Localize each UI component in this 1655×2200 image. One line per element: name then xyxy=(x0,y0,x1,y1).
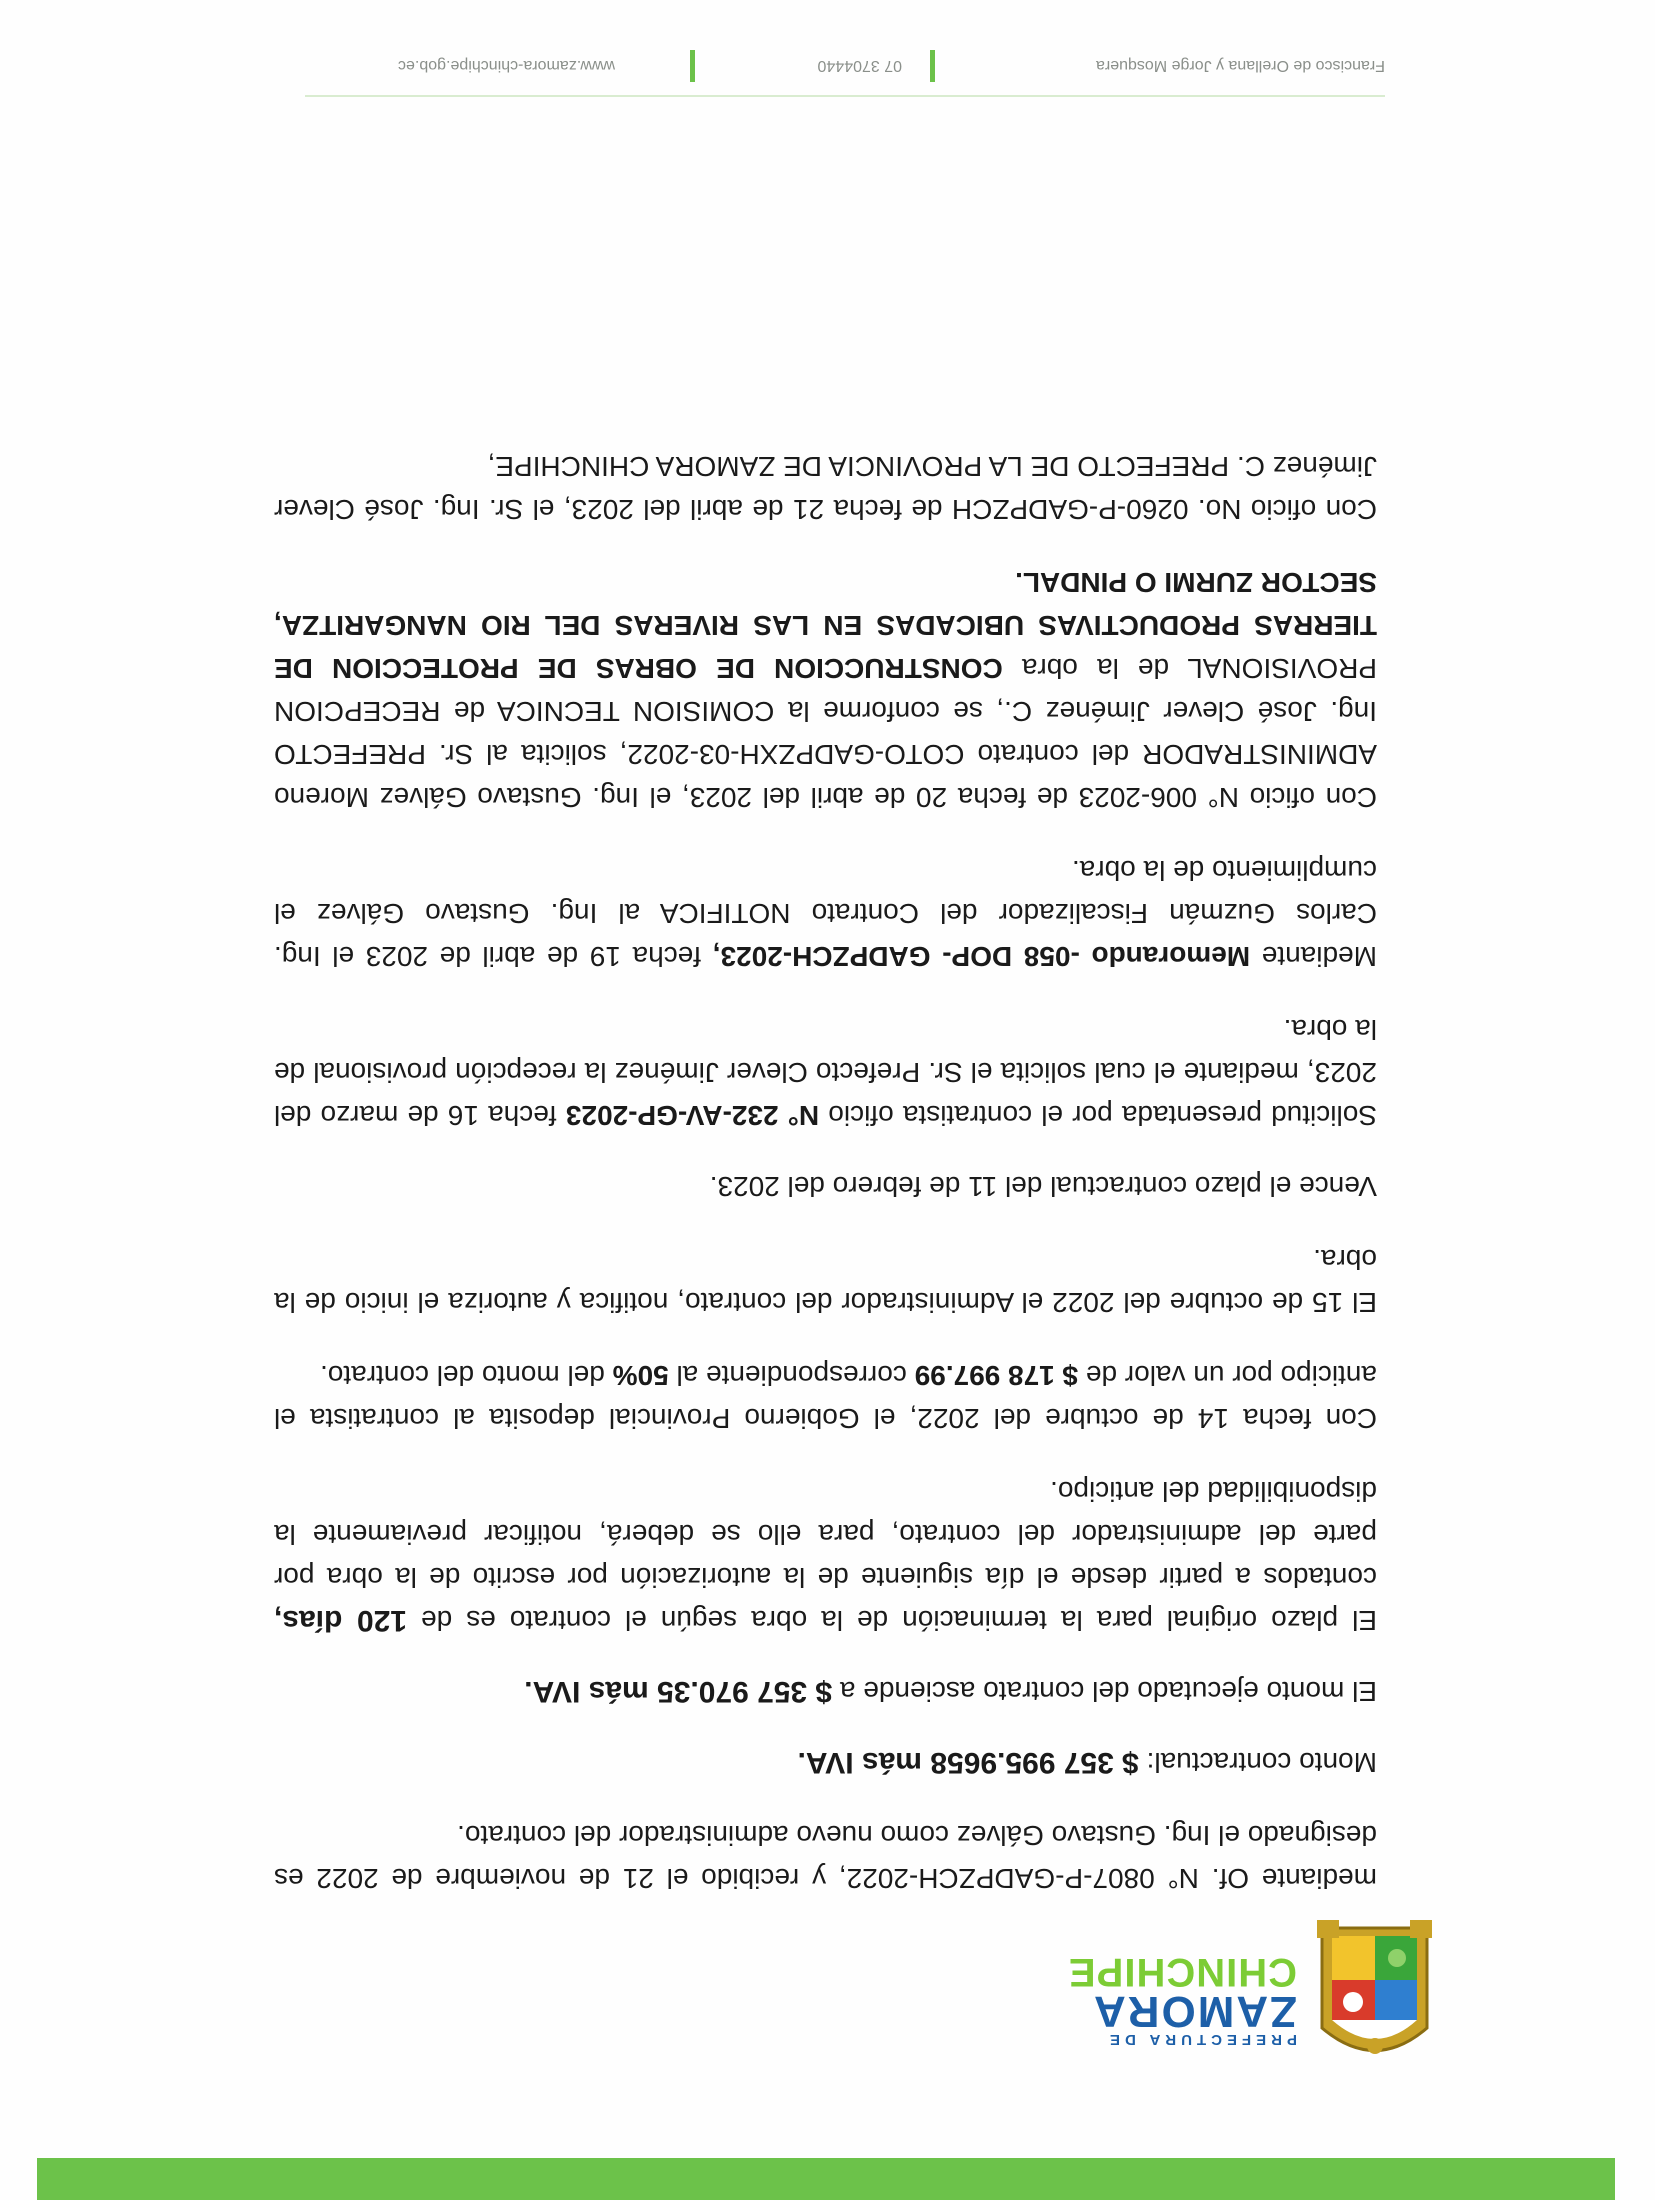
bold-text: $ 357 970.35 más IVA. xyxy=(524,1675,833,1708)
paragraph xyxy=(274,1814,1377,1900)
text-span: Vence el plazo contractual del 11 de febrero del 2023. xyxy=(709,1171,1377,1202)
text-span: correspondiente al xyxy=(668,1360,915,1391)
text-span: mediante Of. N° 0807-P-GADPZCH-2022, y recibido el 21 de noviembre de 2022 es designado el Ing. Gustavo Gálvez como nuevo administrador del contrato. xyxy=(274,1820,1377,1894)
bold-text: 120 días, xyxy=(274,1604,408,1637)
coat-of-arms-icon xyxy=(1312,1918,1437,2068)
paragraph xyxy=(274,849,1377,978)
text-span: El plazo original para la terminación de la obra según el contrato es de xyxy=(407,1605,1377,1636)
document-body xyxy=(274,415,1377,1900)
text-span: El 15 de octubre del 2022 el Administrador del contrato, notifica y autoriza el inicio de la obra. xyxy=(274,1244,1377,1318)
text-span: Solicitud presentada por el contratista oficio xyxy=(819,1100,1377,1131)
bold-text: CONSTRUCCION DE OBRAS DE PROTECCION DE TIERRAS PRODUCTIVAS UBICADAS EN LAS RIVERAS DEL RIO NANGARITZA, SECTOR ZURMI O PINDAL. xyxy=(273,567,1377,684)
header-green-bar xyxy=(37,2158,1615,2200)
text-span: del monto del contrato. xyxy=(320,1360,613,1391)
logo-name-zamora: ZAMORA xyxy=(1091,1987,1297,2036)
logo-wordmark xyxy=(1017,1950,1297,2048)
paragraph xyxy=(274,445,1377,531)
text-span: Con oficio No. 0260-P-GADPZCH de fecha 21 de abril del 2023, el Sr. Ing. José Clever Jiménez C. PREFECTO DE LA PROVINCIA DE ZAMORA CHINCHIPE, xyxy=(274,451,1377,525)
text-span: Mediante xyxy=(1250,941,1377,972)
paragraph xyxy=(274,1470,1377,1642)
prefectura-logo xyxy=(1017,1918,1437,2068)
paragraph xyxy=(274,1670,1377,1713)
footer-divider xyxy=(305,95,1385,97)
paragraph xyxy=(274,1238,1377,1324)
footer-separator xyxy=(690,50,695,82)
logo-subtitle: PREFECTURA DE xyxy=(1105,2031,1297,2048)
paragraph xyxy=(274,1354,1377,1440)
text-span: El monto ejecutado del contrato asciende a xyxy=(832,1676,1377,1707)
footer-website: www.zamora-chinchipe.gob.ec xyxy=(398,57,615,74)
bold-text: N° 232-AV-GP-2023 xyxy=(565,1100,820,1131)
bold-text: $ 178 997.99 xyxy=(914,1360,1079,1391)
footer xyxy=(305,42,1385,82)
paragraph xyxy=(274,1008,1377,1137)
text-span: Con oficio N° 006-2023 de fecha 20 de abril del 2023, el Ing. Gustavo Gálvez Moreno ADMINISTRADOR del contrato COTO-GADPZXH-03-2022, solicita al Sr. PREFECTO Ing. José Clever Jiménez C., se conforme la COMISION TECNICA de RECEPCION PROVISIONAL de la obra xyxy=(274,653,1377,813)
bold-text: 50% xyxy=(612,1360,669,1391)
text-span: Con fecha 14 de octubre del 2022, el Gobierno Provincial deposita al contratista el anticipo por un valor de xyxy=(274,1360,1377,1434)
paragraph xyxy=(274,1165,1377,1208)
bold-text: Memorando -058 DOP- GADPZCH-2023, xyxy=(712,941,1251,972)
footer-separator xyxy=(930,50,935,82)
paragraph xyxy=(274,561,1377,819)
text-span: contados a partir desde el día siguiente de la autorización por escrito de la obra por parte del administrador del contrato, para ello se deberá, notificar previamente la disponibilidad del anticipo. xyxy=(274,1476,1377,1593)
footer-phone: 07 3704440 xyxy=(817,57,902,74)
footer-address: Francisco de Orellana y Jorge Mosquera xyxy=(1095,57,1385,74)
text-span: fecha 16 de marzo del 2023, mediante el cual solicita el Sr. Prefecto Clever Jiménez la recepción provisional de la obra. xyxy=(273,1014,1377,1131)
text-span: fecha 19 de abril de 2023 el Ing. Carlos Guzmán Fiscalizador del Contrato NOTIFICA al Ing. Gustavo Gálvez el cumplimiento de la obra. xyxy=(273,855,1377,972)
logo-name-chinchipe: CHINCHIPE xyxy=(1067,1950,1297,1994)
text-span: Monto contractual: xyxy=(1138,1747,1377,1778)
paragraph xyxy=(274,1741,1377,1784)
bold-text: $ 357 995.9658 más IVA. xyxy=(797,1746,1139,1779)
